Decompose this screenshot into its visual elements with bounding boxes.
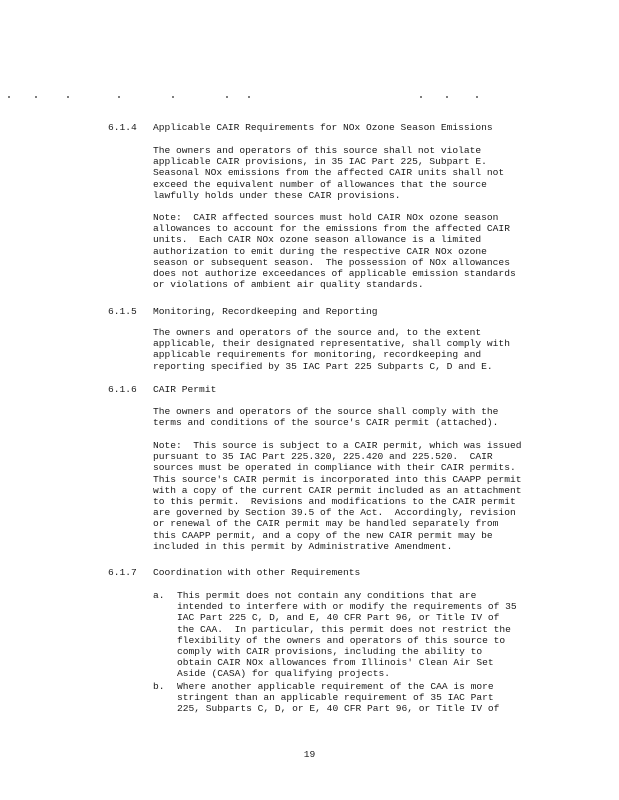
section-number: 6.1.6	[108, 384, 137, 395]
list-item-text	[177, 590, 532, 680]
text-line: intended to interfere with or modify the requirements of 35	[177, 601, 517, 613]
note-paragraph	[153, 440, 528, 552]
text-line: Where another applicable requirement of the CAA is more	[177, 681, 494, 692]
section-number: 6.1.4	[108, 122, 137, 133]
text-line: lawfully holds under these CAIR provisions.	[153, 189, 401, 201]
text-line: The owners and operators of the source and, to the extent	[153, 327, 482, 338]
paragraph	[153, 406, 528, 428]
text-line: applicable requirements for monitoring, recordkeeping and	[153, 349, 482, 361]
section-title: Applicable CAIR Requirements for NOx Ozone Season Emissions	[153, 122, 493, 133]
text-line: reporting specified by 35 IAC Part 225 Subparts C, D and E.	[153, 360, 493, 372]
text-line: included in this permit by Administrative Amendment.	[153, 540, 453, 552]
text-line: flexibility of the owners and operators of this source to	[177, 634, 506, 646]
text-line: obtain CAIR NOx allowances from Illinois' Clean Air Set	[177, 657, 494, 669]
list-item-label: a.	[153, 590, 165, 601]
section-number: 6.1.5	[108, 306, 137, 317]
text-line: IAC Part 225 C, D, and E, 40 CFR Part 96, or Title IV of	[177, 612, 500, 624]
text-line: with a copy of the current CAIR permit included as an attachment	[153, 484, 522, 496]
paragraph	[153, 145, 528, 201]
text-line: exceed the equivalent number of allowances that the source	[153, 178, 487, 190]
text-line: This permit does not contain any conditions that are	[177, 590, 477, 601]
text-line: The owners and operators of the source shall comply with the	[153, 406, 499, 417]
section-title: CAIR Permit	[153, 384, 217, 395]
text-line: Note: This source is subject to a CAIR permit, which was issued	[153, 440, 522, 451]
text-line: 225, Subparts C, D, or E, 40 CFR Part 96, or Title IV of	[177, 703, 500, 715]
text-line: or renewal of the CAIR permit may be handled separately from	[153, 518, 499, 530]
text-line: comply with CAIR provisions, including the ability to	[177, 646, 483, 658]
note-paragraph	[153, 212, 528, 290]
text-line: the CAA. In particular, this permit does not restrict the	[177, 623, 511, 635]
text-line: season or subsequent season. The possession of NOx allowances	[153, 256, 510, 268]
section-number: 6.1.7	[108, 567, 137, 578]
section-title: Monitoring, Recordkeeping and Reporting	[153, 306, 378, 317]
text-line: sources must be operated in compliance with their CAIR permits.	[153, 462, 516, 474]
text-line: This source's CAIR permit is incorporated into this CAAPP permit	[153, 473, 522, 485]
list-item-text	[177, 681, 532, 715]
text-line: are governed by Section 39.5 of the Act. Accordingly, revision	[153, 507, 516, 519]
text-line: applicable, their designated representative, shall comply with	[153, 338, 510, 350]
text-line: this CAAPP permit, and a copy of the new CAIR permit may be	[153, 529, 493, 541]
text-line: Note: CAIR affected sources must hold CAIR NOx ozone season	[153, 212, 499, 223]
text-line: terms and conditions of the source's CAIR permit (attached).	[153, 417, 499, 429]
text-line: to this permit. Revisions and modifications to the CAIR permit	[153, 496, 516, 508]
scan-artifact-dots	[0, 96, 619, 102]
text-line: pursuant to 35 IAC Part 225.320, 225.420 and 225.520. CAIR	[153, 451, 493, 463]
text-line: or violations of ambient air quality standards.	[153, 279, 424, 291]
text-line: Seasonal NOx emissions from the affected CAIR units shall not	[153, 167, 505, 179]
paragraph	[153, 327, 528, 372]
list-item-label: b.	[153, 681, 165, 692]
section-title: Coordination with other Requirements	[153, 567, 361, 578]
text-line: applicable CAIR provisions, in 35 IAC Part 225, Subpart E.	[153, 156, 487, 168]
text-line: units. Each CAIR NOx ozone season allowance is a limited	[153, 234, 482, 246]
text-line: The owners and operators of this source shall not violate	[153, 145, 482, 156]
text-line: stringent than an applicable requirement of 35 IAC Part	[177, 692, 494, 704]
text-line: Aside (CASA) for qualifying projects.	[177, 668, 391, 680]
text-line: allowances to account for the emissions from the affected CAIR	[153, 223, 510, 235]
text-line: does not authorize exceedances of applicable emission standards	[153, 268, 516, 280]
page-number: 19	[303, 749, 316, 760]
text-line: authorization to emit during the respective CAIR NOx ozone	[153, 245, 487, 257]
